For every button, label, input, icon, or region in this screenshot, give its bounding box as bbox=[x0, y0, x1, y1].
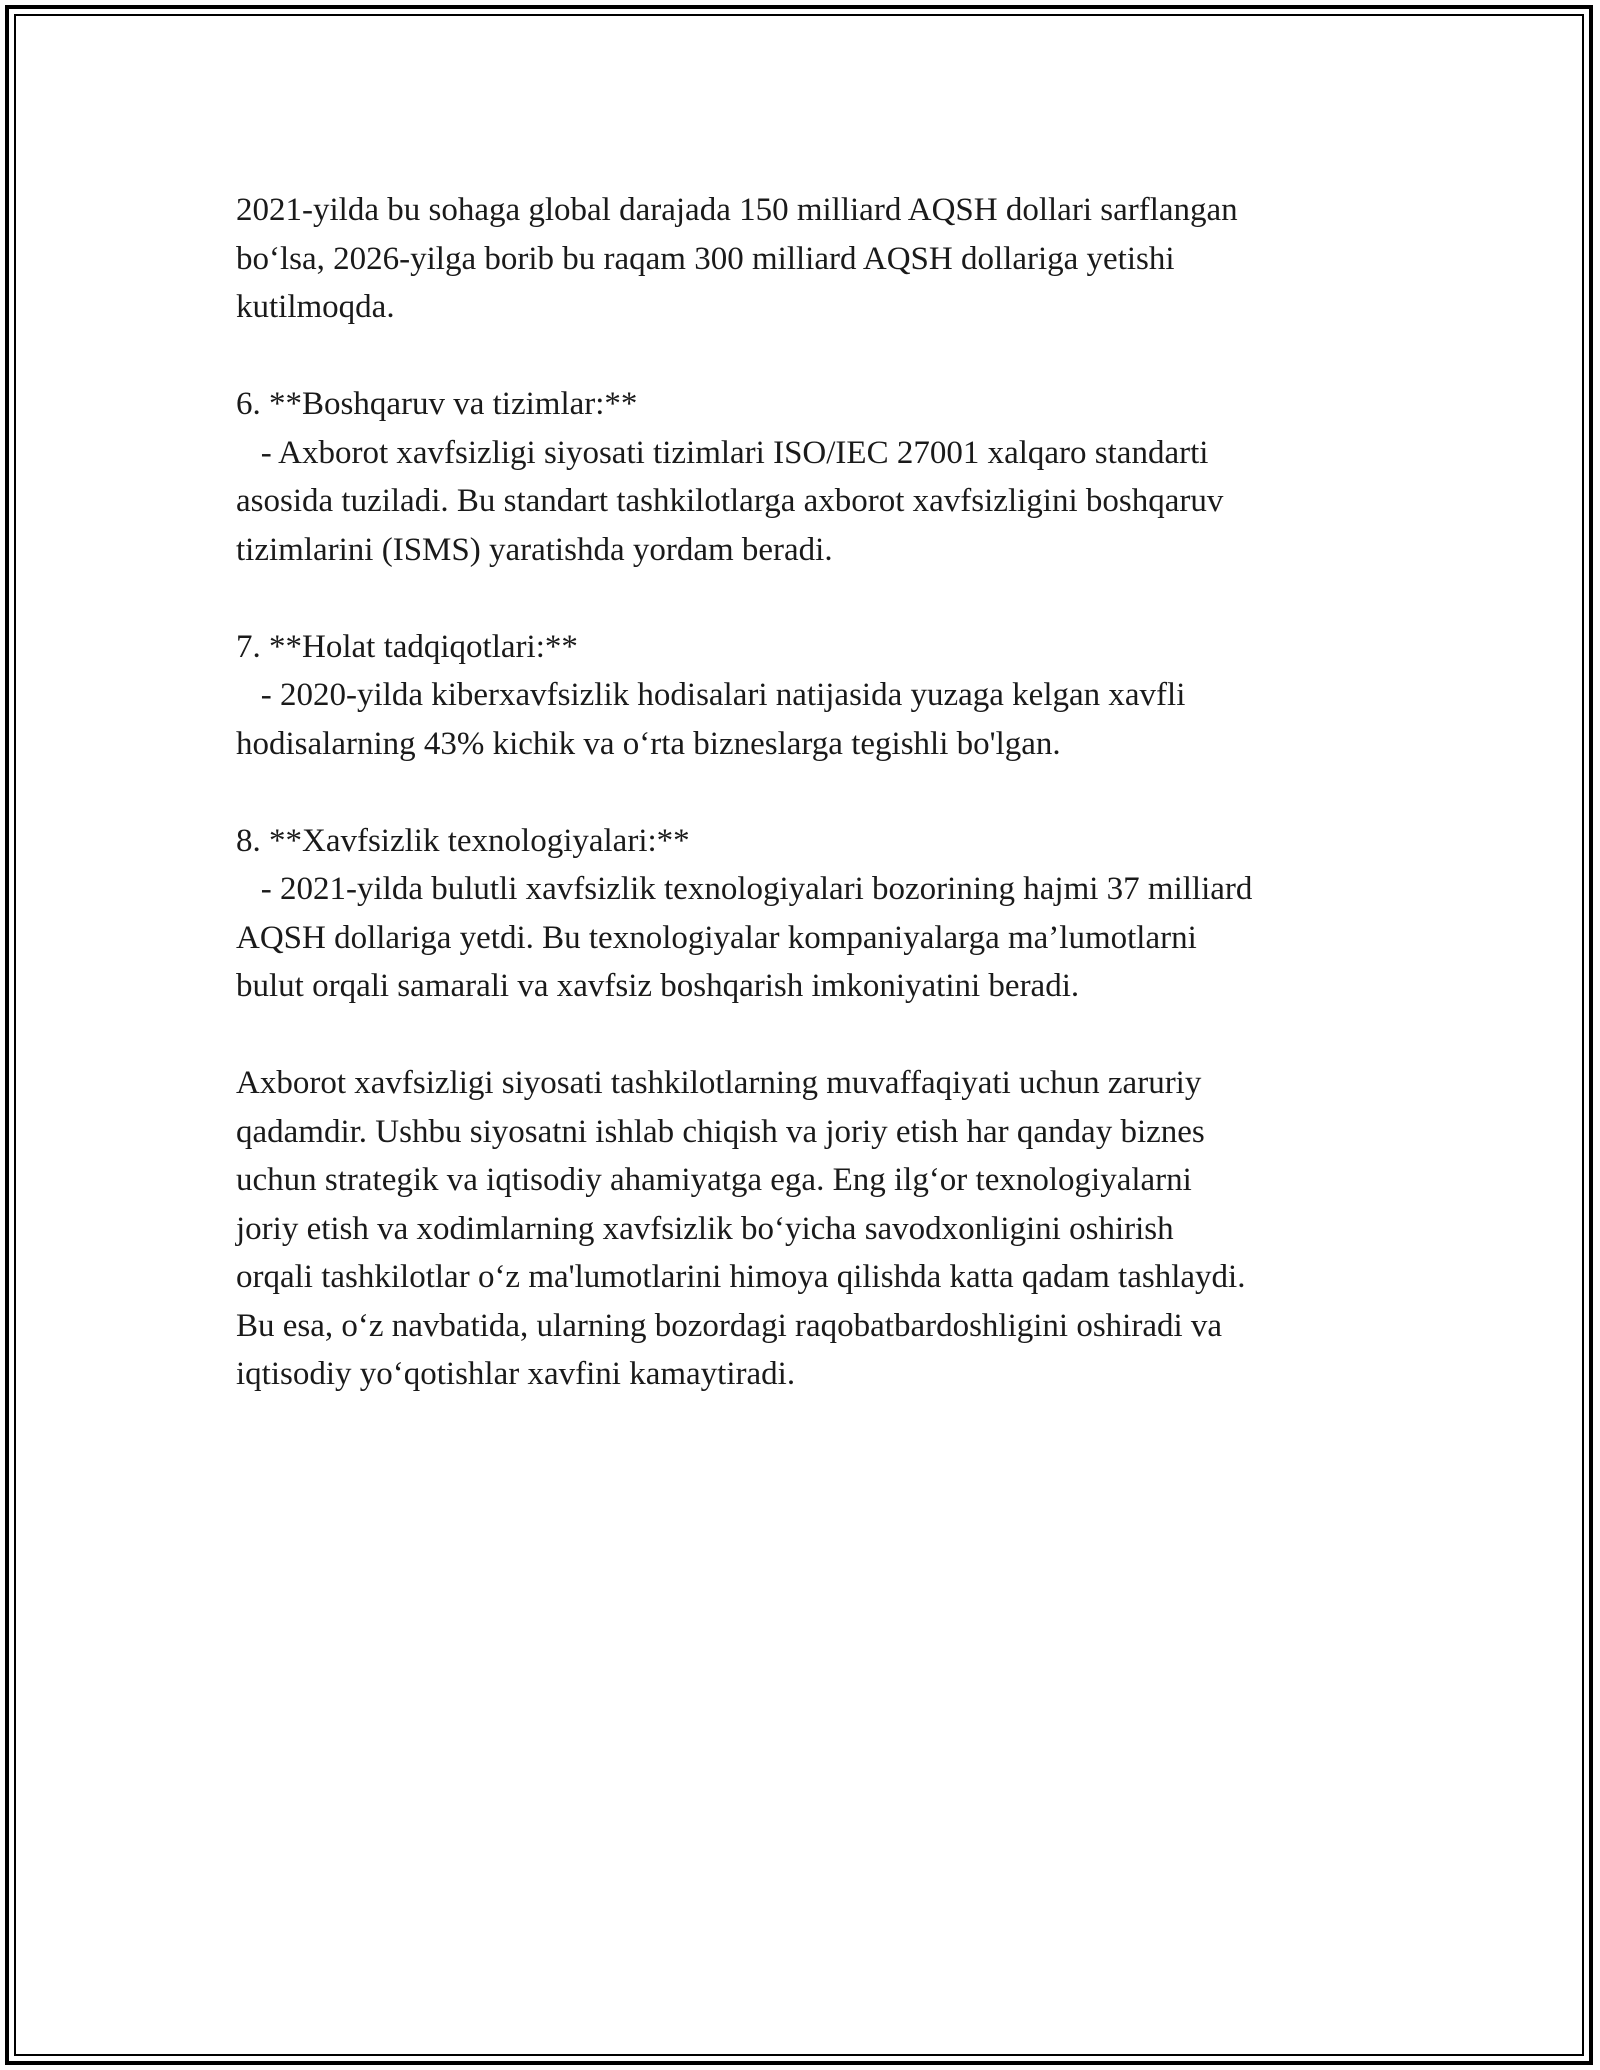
paragraph-spending-forecast bbox=[236, 186, 1376, 332]
text-line: joriy etish va xodimlarning xavfsizlik bo‘yicha savodxonligini oshirish bbox=[236, 1210, 1174, 1247]
document-body bbox=[236, 186, 1376, 1447]
text-line: AQSH dollariga yetdi. Bu texnologiyalar kompaniyalarga ma’lumotlarni bbox=[236, 919, 1197, 956]
text-line: 2021-yilda bu sohaga global darajada 150 milliard AQSH dollari sarflangan bbox=[236, 192, 1238, 228]
list-item-8-security-tech bbox=[236, 817, 1376, 1011]
list-item-heading: 6. **Boshqaruv va tizimlar:** bbox=[236, 386, 638, 422]
list-item-7-case-studies bbox=[236, 623, 1376, 769]
text-line: orqali tashkilotlar o‘z ma'lumotlarini himoya qilishda katta qadam tashlaydi. bbox=[236, 1259, 1246, 1295]
text-line: - 2020-yilda kiberxavfsizlik hodisalari natijasida yuzaga kelgan xavfli bbox=[236, 677, 1186, 713]
text-line: hodisalarning 43% kichik va o‘rta bizneslarga tegishli bo'lgan. bbox=[236, 725, 1061, 762]
text-line: - Axborot xavfsizligi siyosati tizimlari ISO/IEC 27001 xalqaro standarti bbox=[236, 434, 1209, 471]
text-line: iqtisodiy yo‘qotishlar xavfini kamaytiradi. bbox=[236, 1356, 796, 1392]
list-item-6-governance bbox=[236, 380, 1376, 574]
text-line: qadamdir. Ushbu siyosatni ishlab chiqish va joriy etish har qanday biznes bbox=[236, 1113, 1205, 1150]
list-item-heading: 7. **Holat tadqiqotlari:** bbox=[236, 628, 578, 665]
text-line: asosida tuziladi. Bu standart tashkilotlarga axborot xavfsizligini boshqaruv bbox=[236, 483, 1224, 519]
text-line: tizimlarini (ISMS) yaratishda yordam beradi. bbox=[236, 531, 833, 568]
text-line: uchun strategik va iqtisodiy ahamiyatga ega. Eng ilg‘or texnologiyalarni bbox=[236, 1162, 1192, 1198]
text-line: kutilmoqda. bbox=[236, 289, 395, 325]
text-line: bulut orqali samarali va xavfsiz boshqarish imkoniyatini beradi. bbox=[236, 968, 1080, 1004]
text-line: Axborot xavfsizligi siyosati tashkilotlarning muvaffaqiyati uchun zaruriy bbox=[236, 1065, 1202, 1101]
text-line: Bu esa, o‘z navbatida, ularning bozordagi raqobatbardoshligini oshiradi va bbox=[236, 1307, 1223, 1344]
text-line: bo‘lsa, 2026-yilga borib bu raqam 300 milliard AQSH dollariga yetishi bbox=[236, 240, 1175, 277]
text-line: - 2021-yilda bulutli xavfsizlik texnologiyalari bozorining hajmi 37 milliard bbox=[236, 871, 1253, 907]
paragraph-conclusion bbox=[236, 1059, 1376, 1399]
list-item-heading: 8. **Xavfsizlik texnologiyalari:** bbox=[236, 822, 690, 859]
